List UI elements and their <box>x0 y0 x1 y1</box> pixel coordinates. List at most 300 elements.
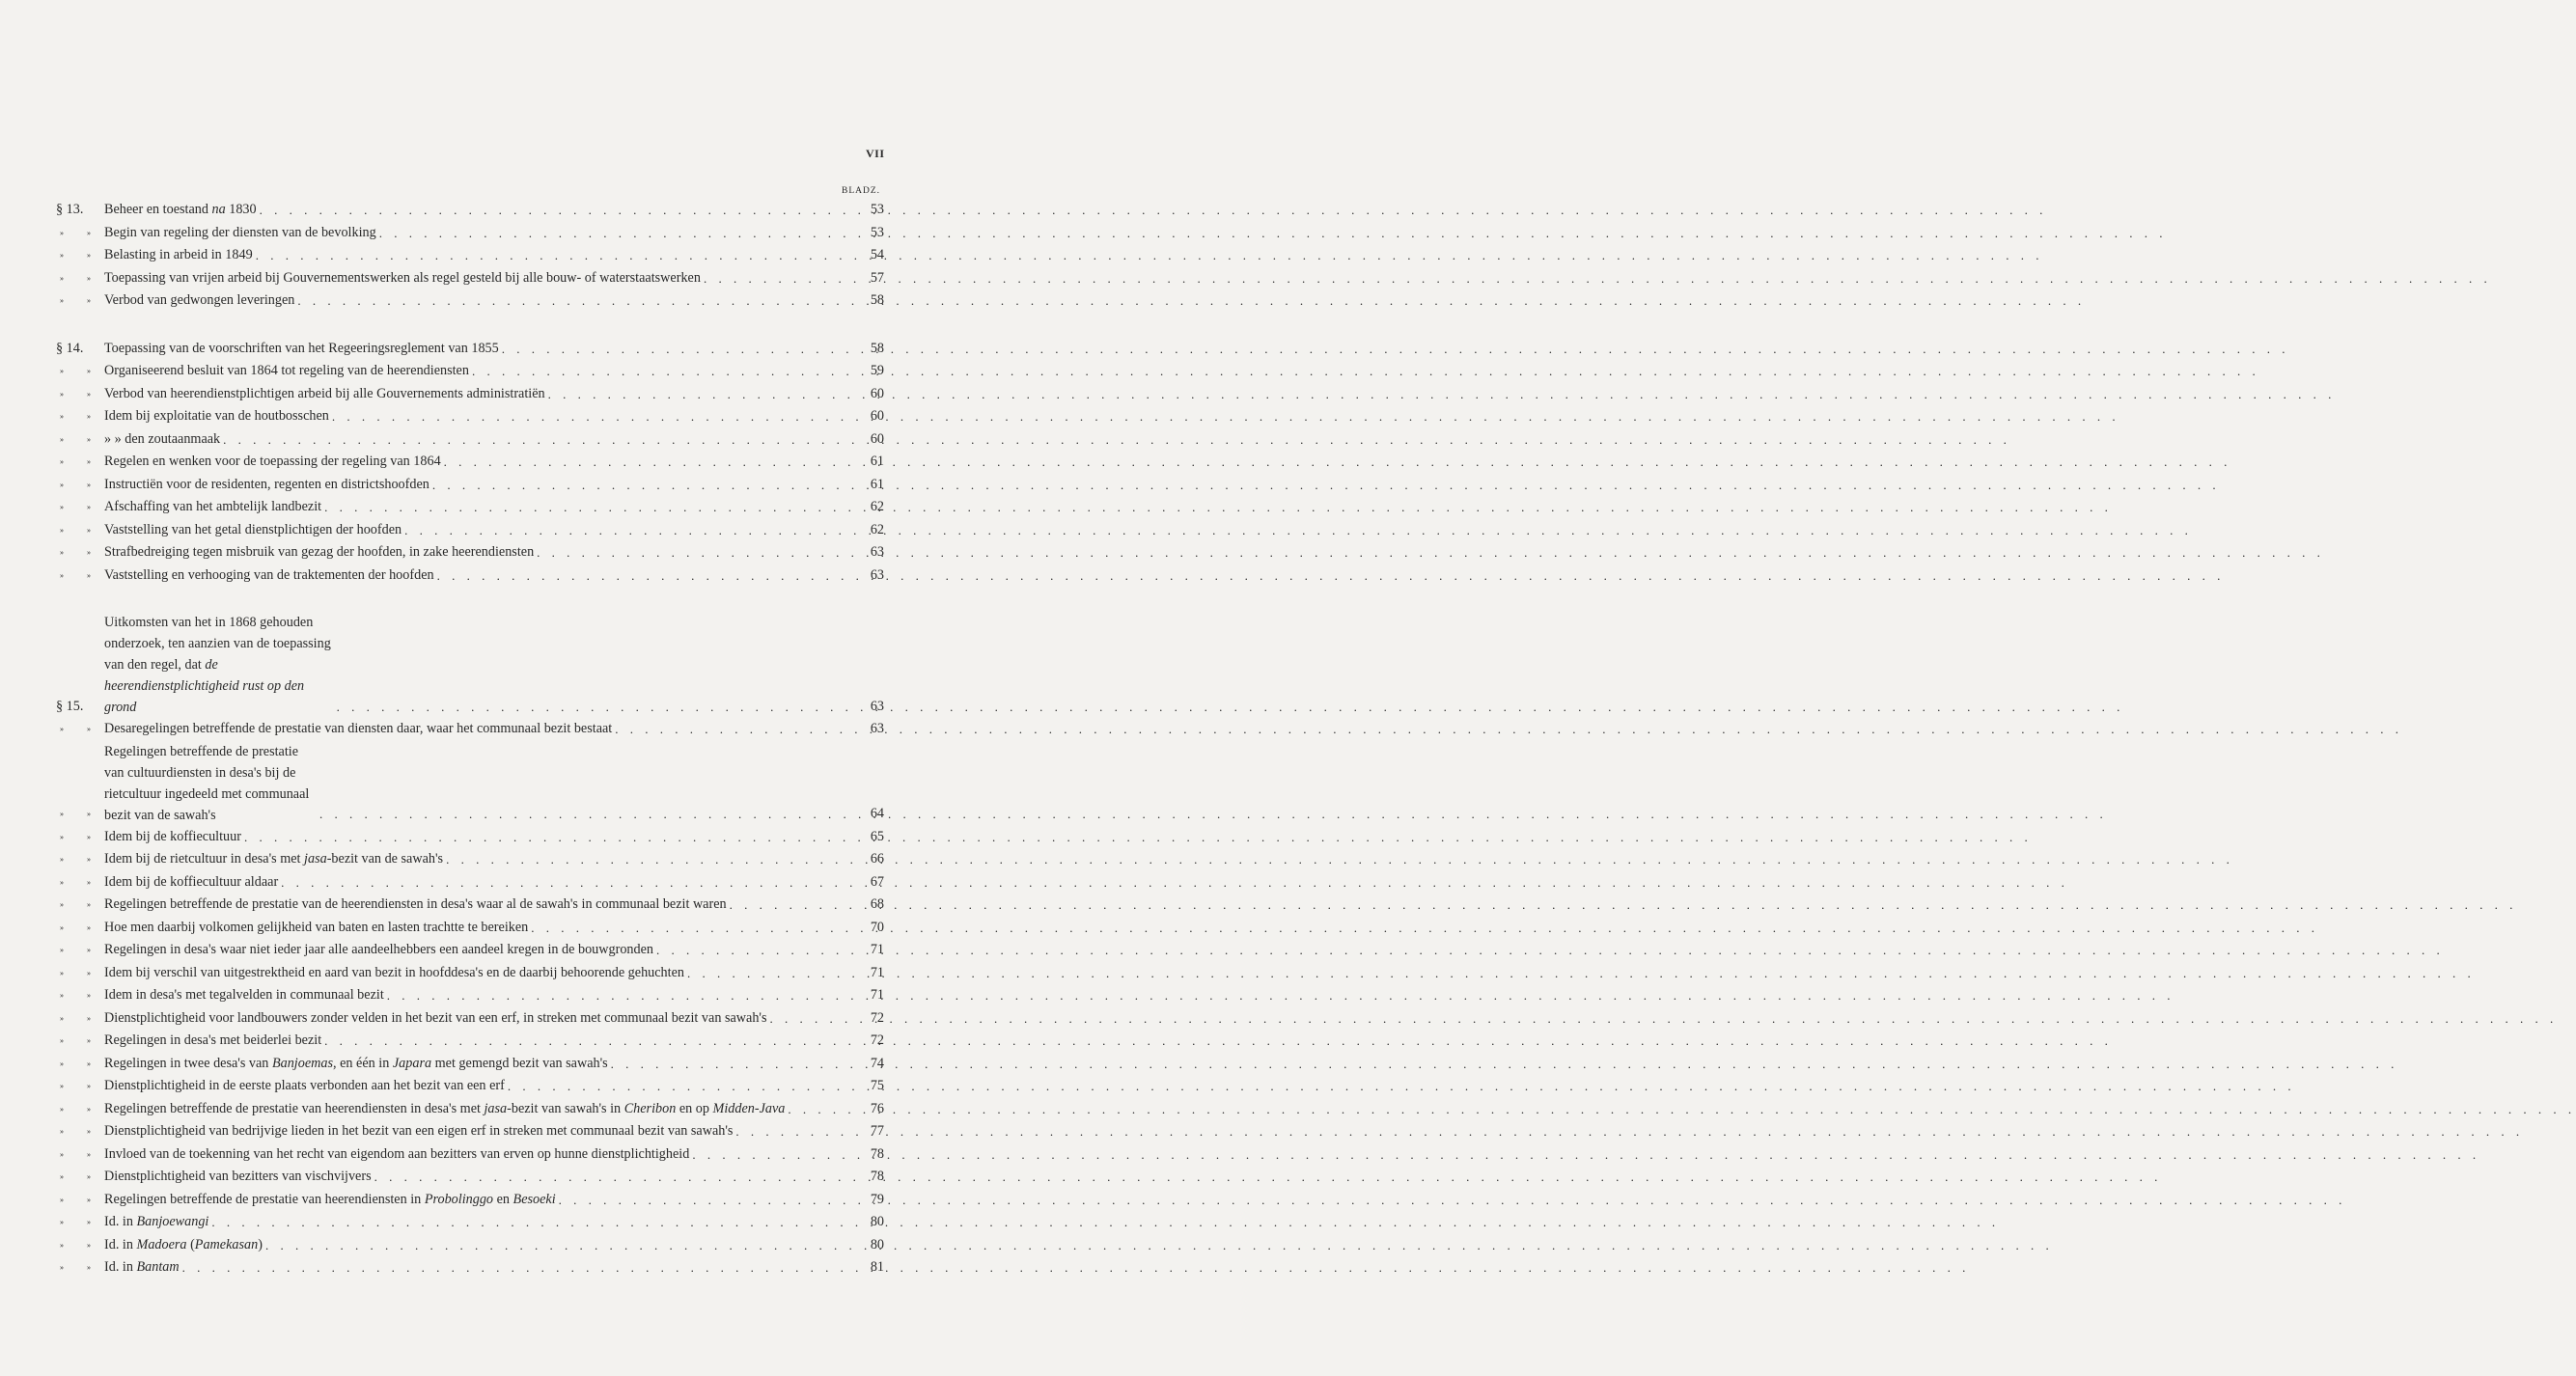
entry-body <box>104 474 855 497</box>
entry-title-italic: Cheribon <box>623 1100 677 1116</box>
entry-title-italic: jasa <box>304 851 327 867</box>
entry-title-italic: Japara <box>392 1055 432 1071</box>
entry-marker: » » <box>60 503 101 511</box>
entry-page-number: 61 <box>870 454 884 469</box>
entry-marker: » » <box>60 810 101 818</box>
entry-title-italic: na <box>211 202 226 217</box>
entry-body <box>104 289 855 313</box>
dot-leader <box>334 696 855 719</box>
entry-body <box>104 871 855 894</box>
entry-marker: » » <box>60 1104 101 1114</box>
toc-entry <box>56 871 884 894</box>
entry-title <box>104 405 329 428</box>
entry-page-number: 63 <box>870 544 884 560</box>
toc-entry <box>56 1053 884 1076</box>
entry-marker: » » <box>60 725 101 733</box>
entry-title-italic: Bantam <box>136 1259 180 1275</box>
entry-title <box>104 1030 321 1053</box>
entry-body <box>104 848 855 871</box>
entry-marker: » » <box>60 1127 101 1136</box>
dot-leader <box>372 1166 855 1189</box>
entry-title-text: Uitkomsten van het in 1868 gehouden onderzoek, ten aanzien van de toepassing van den regel, dat <box>104 615 331 673</box>
entry-marker: » » <box>60 548 101 557</box>
entry-title-text: Regelingen betreffende de prestatie van cultuurdiensten in desa's bij de rietcultuur ingedeeld met communaal bezit van de sawah's <box>104 743 310 823</box>
entry-page-number: 80 <box>870 1214 884 1229</box>
toc-entry <box>56 474 884 497</box>
entry-body <box>104 360 855 383</box>
toc-entry <box>56 564 884 588</box>
toc-entry <box>56 1234 884 1257</box>
toc-entry <box>56 1098 884 1121</box>
dot-leader <box>278 871 855 894</box>
toc-entry <box>56 984 884 1007</box>
entry-title <box>104 1120 733 1143</box>
entry-body <box>104 1030 855 1053</box>
page-column-label: BLADZ. <box>842 186 881 196</box>
entry-page-number: 71 <box>870 942 884 957</box>
toc-entry <box>56 612 884 718</box>
entry-title-italic: Pamekasan <box>194 1236 259 1252</box>
entry-title-text: Toepassing van de voorschriften van het Regeeringsreglement van 1855 <box>104 340 499 356</box>
entry-marker: » » <box>60 412 101 421</box>
entry-title <box>104 1234 263 1257</box>
toc-entry <box>56 451 884 474</box>
entry-title <box>104 826 241 849</box>
entry-title-text: Id. in <box>104 1259 137 1275</box>
entry-body <box>104 894 855 917</box>
entry-body <box>104 718 855 741</box>
dot-leader <box>329 405 855 428</box>
dot-leader <box>701 267 855 290</box>
entry-page-number: 71 <box>870 964 884 980</box>
dot-leader <box>499 338 855 361</box>
dot-leader <box>321 1030 855 1053</box>
entry-title <box>104 222 376 245</box>
entry-title-italic: Probolinggo <box>424 1191 494 1207</box>
entry-body <box>104 405 855 428</box>
entry-body <box>104 496 855 519</box>
entry-title <box>104 894 727 917</box>
entry-body <box>104 917 855 940</box>
toc-entry <box>56 1075 884 1098</box>
dot-leader <box>684 962 855 985</box>
entry-marker: » » <box>60 1172 101 1181</box>
entry-title <box>104 360 469 383</box>
dot-leader <box>733 1120 855 1143</box>
entry-title-text: 1830 <box>225 202 257 217</box>
entry-page-number: 62 <box>870 499 884 514</box>
entry-body <box>104 1256 855 1280</box>
entry-body <box>104 1053 855 1076</box>
entry-page-number: 60 <box>870 430 884 447</box>
entry-marker: » » <box>60 1036 101 1045</box>
entry-title <box>104 428 220 452</box>
entry-title-text: -bezit van de sawah's <box>326 851 444 867</box>
entry-title-text: Beheer en toestand <box>104 202 212 217</box>
entry-title-text: Dienstplichtigheid van bezitters van vischvijvers <box>104 1169 372 1184</box>
entry-body <box>104 383 855 406</box>
table-of-contents <box>56 199 884 1305</box>
entry-title-text: ( <box>186 1236 195 1252</box>
entry-page-number: 59 <box>870 363 884 378</box>
entry-title-text: Idem bij exploitatie van de houtbosschen <box>104 408 329 424</box>
entry-title-italic: jasa <box>484 1100 508 1116</box>
entry-body <box>104 267 855 290</box>
entry-body <box>104 519 855 542</box>
dot-leader <box>253 244 855 267</box>
entry-page-number: 70 <box>870 919 884 935</box>
entry-title-text: Dienstplichtigheid voor landbouwers zonder velden in het bezit van een erf, in streken met communaal bezit van sawah's <box>104 1009 767 1026</box>
entry-page-number: 78 <box>870 1169 884 1184</box>
entry-title <box>104 1075 505 1098</box>
entry-page-number: 79 <box>870 1191 884 1207</box>
entry-title <box>104 718 612 741</box>
toc-entry <box>56 222 884 245</box>
dot-leader <box>257 199 855 222</box>
entry-title-text: Id. in <box>104 1236 137 1252</box>
entry-title <box>104 984 384 1007</box>
toc-entry <box>56 1007 884 1031</box>
entry-title-text: Vaststelling van het getal dienstplichtigen der hoofden <box>104 521 402 537</box>
entry-page-number: 76 <box>870 1100 884 1116</box>
entry-marker: » » <box>60 1013 101 1023</box>
entry-page-number: 75 <box>870 1078 884 1093</box>
toc-entry <box>56 405 884 428</box>
entry-title <box>104 383 545 406</box>
entry-title <box>104 1007 767 1031</box>
entry-title-text: Id. in <box>104 1214 137 1229</box>
entry-title-text: Regelen en wenken voor de toepassing der regeling van 1864 <box>104 454 441 469</box>
entry-title <box>104 564 434 588</box>
entry-title <box>104 1189 556 1212</box>
toc-entry <box>56 428 884 452</box>
toc-entry <box>56 1189 884 1212</box>
entry-marker: » » <box>60 570 101 580</box>
entry-body <box>104 1211 855 1234</box>
entry-body <box>104 1143 855 1167</box>
toc-entry <box>56 718 884 741</box>
toc-entry <box>56 848 884 871</box>
entry-title <box>104 244 253 267</box>
toc-entry <box>56 1030 884 1053</box>
entry-title-text: -bezit van sawah's in <box>507 1100 624 1116</box>
entry-page-number: 67 <box>870 873 884 890</box>
entry-body <box>104 451 855 474</box>
entry-body <box>104 939 855 962</box>
entry-title <box>104 451 441 474</box>
entry-body <box>104 564 855 588</box>
toc-entry <box>56 826 884 849</box>
entry-title <box>104 1098 785 1121</box>
toc-entry <box>56 741 884 826</box>
toc-entry <box>56 267 884 290</box>
dot-leader <box>612 718 855 741</box>
entry-body <box>104 1075 855 1098</box>
entry-marker: § 15. <box>56 698 84 714</box>
entry-title-text: Invloed van de toekenning van het recht van eigendom aan bezitters van erven op hunne dienstplichtigheid <box>104 1145 690 1162</box>
entry-page-number: 65 <box>870 828 884 844</box>
dot-leader <box>556 1189 855 1212</box>
entry-title <box>104 1211 208 1234</box>
entry-title-text: Regelingen in desa's met beiderlei bezit <box>104 1032 322 1048</box>
entry-title <box>104 541 534 564</box>
entry-title-text: Hoe men daarbij volkomen gelijkheid van baten en lasten trachtte te bereiken <box>104 919 529 935</box>
entry-title <box>104 496 321 519</box>
entry-title-text: , en één in <box>333 1055 393 1071</box>
toc-section <box>56 199 884 313</box>
entry-marker: § 14. <box>56 340 84 356</box>
entry-marker: » » <box>60 1218 101 1226</box>
entry-title-text: Regelingen betreffende de prestatie van heerendiensten in <box>104 1191 425 1207</box>
entry-page-number: 71 <box>870 987 884 1003</box>
entry-body <box>104 1098 855 1121</box>
entry-marker: » » <box>60 900 101 909</box>
entry-title-text: Idem in desa's met tegalvelden in communaal bezit <box>104 987 384 1003</box>
dot-leader <box>469 360 855 383</box>
entry-title-text: Dienstplichtigheid van bedrijvige lieden in het bezit van een eigen erf in streken met communaal bezit van sawah's <box>104 1123 734 1139</box>
toc-entry <box>56 496 884 519</box>
dot-leader <box>443 848 855 871</box>
dot-leader <box>727 894 855 917</box>
dot-leader <box>534 541 855 564</box>
entry-title <box>104 871 278 894</box>
entry-title-text: Desaregelingen betreffende de prestatie van diensten daar, waar het communaal bezit bestaat <box>104 721 613 736</box>
entry-body <box>104 612 855 718</box>
entry-title-text: Belasting in arbeid in 1849 <box>104 247 253 262</box>
toc-entry <box>56 289 884 313</box>
entry-marker: » » <box>60 457 101 466</box>
toc-entry <box>56 244 884 267</box>
entry-title-text: Idem bij de rietcultuur in desa's met <box>104 851 305 867</box>
entry-marker: » » <box>60 855 101 864</box>
entry-page-number: 63 <box>870 721 884 736</box>
entry-page-number: 74 <box>870 1055 884 1071</box>
entry-body <box>104 1007 855 1031</box>
dot-leader <box>429 474 855 497</box>
dot-leader <box>767 1007 856 1031</box>
entry-marker: » » <box>60 1149 101 1159</box>
entry-marker: » » <box>60 480 101 489</box>
toc-entry <box>56 1120 884 1143</box>
entry-body <box>104 222 855 245</box>
entry-title-italic: de heerendienstplichtigheid rust op den grond <box>104 657 305 715</box>
entry-title <box>104 612 334 718</box>
dot-leader <box>321 496 855 519</box>
entry-page-number: 63 <box>870 566 884 583</box>
entry-title-text: Regelingen betreffende de prestatie van de heerendiensten in desa's waar al de sawah's in communaal bezit waren <box>104 896 727 912</box>
entry-title <box>104 917 528 940</box>
toc-entry <box>56 962 884 985</box>
entry-title <box>104 267 701 290</box>
entry-title <box>104 474 429 497</box>
entry-title-text: Regelingen in twee desa's van <box>104 1055 272 1071</box>
entry-title <box>104 962 684 985</box>
entry-page-number: 53 <box>870 224 884 240</box>
entry-marker: » » <box>60 1195 101 1204</box>
entry-title-italic: Banjoemas <box>271 1055 333 1071</box>
dot-leader <box>528 917 855 940</box>
entry-marker: » » <box>60 1059 101 1068</box>
toc-entry <box>56 541 884 564</box>
entry-body <box>104 984 855 1007</box>
entry-marker: » » <box>60 434 101 444</box>
dot-leader <box>441 451 855 474</box>
entry-title-italic: Banjoewangi <box>136 1214 209 1229</box>
entry-marker: » » <box>60 296 101 305</box>
entry-page-number: 81 <box>870 1259 884 1275</box>
toc-entry <box>56 917 884 940</box>
dot-leader <box>608 1053 855 1076</box>
entry-body <box>104 244 855 267</box>
entry-page-number: 60 <box>870 408 884 424</box>
entry-title-text: Organiseerend besluit van 1864 tot regeling van de heerendiensten <box>104 363 469 378</box>
entry-marker: » » <box>60 1082 101 1090</box>
entry-page-number: 78 <box>870 1145 884 1162</box>
toc-entry <box>56 199 884 222</box>
entry-title <box>104 1166 372 1189</box>
entry-body <box>104 741 855 826</box>
entry-title <box>104 741 317 826</box>
entry-title-text: en op <box>676 1100 713 1116</box>
entry-body <box>104 428 855 452</box>
entry-page-number: 80 <box>870 1236 884 1252</box>
toc-entry <box>56 383 884 406</box>
entry-marker: » » <box>60 1240 101 1250</box>
entry-title <box>104 519 402 542</box>
entry-page-number: 66 <box>870 851 884 867</box>
entry-title-text: ) <box>258 1236 263 1252</box>
entry-title-text: Verbod van gedwongen leveringen <box>104 292 295 308</box>
entry-body <box>104 1120 855 1143</box>
entry-title-text: Dienstplichtigheid in de eerste plaats verbonden aan het bezit van een erf <box>104 1078 505 1093</box>
entry-title <box>104 1256 180 1280</box>
page-number: VII <box>866 147 885 160</box>
entry-marker: § 13. <box>56 202 84 217</box>
entry-title <box>104 338 499 361</box>
toc-entry <box>56 1166 884 1189</box>
entry-marker: » » <box>60 877 101 887</box>
entry-page-number: 63 <box>870 698 884 714</box>
entry-marker: » » <box>60 367 101 375</box>
toc-entry <box>56 338 884 361</box>
dot-leader <box>317 803 855 826</box>
entry-page-number: 72 <box>870 1032 884 1048</box>
toc-entry <box>56 1256 884 1280</box>
entry-page-number: 77 <box>870 1123 884 1139</box>
entry-page-number: 68 <box>870 896 884 912</box>
dot-leader <box>434 564 855 588</box>
entry-page-number: 72 <box>870 1009 884 1026</box>
entry-page-number: 62 <box>870 521 884 537</box>
dot-leader <box>402 519 855 542</box>
entry-page-number: 53 <box>870 202 884 217</box>
toc-entry <box>56 894 884 917</box>
entry-page-number: 57 <box>870 269 884 286</box>
entry-title-text: Afschaffing van het ambtelijk landbezit <box>104 499 322 514</box>
entry-title-text: Regelingen betreffende de prestatie van heerendiensten in desa's met <box>104 1100 485 1116</box>
entry-title-italic: Besoeki <box>512 1191 556 1207</box>
entry-marker: » » <box>60 525 101 535</box>
entry-marker: » » <box>60 968 101 977</box>
entry-title-italic: Madoera <box>136 1236 187 1252</box>
entry-page-number: 54 <box>870 247 884 262</box>
toc-section <box>56 338 884 588</box>
entry-page-number: 58 <box>870 340 884 356</box>
entry-title-text: Idem bij verschil van uitgestrektheid en aard van bezit in hoofddesa's en de daarbij behoorende gehuchten <box>104 964 684 980</box>
entry-marker: » » <box>60 1263 101 1272</box>
toc-entry <box>56 519 884 542</box>
entry-body <box>104 1234 855 1257</box>
entry-marker: » » <box>60 922 101 932</box>
dot-leader <box>653 939 855 962</box>
dot-leader <box>180 1256 855 1280</box>
entry-title <box>104 1143 689 1167</box>
entry-title-text: Regelingen in desa's waar niet ieder jaar alle aandeelhebbers een aandeel kregen in de bouwgronden <box>104 942 654 957</box>
entry-body <box>104 962 855 985</box>
dot-leader <box>545 383 855 406</box>
entry-page-number: 60 <box>870 385 884 401</box>
toc-entry <box>56 939 884 962</box>
entry-page-number: 64 <box>870 806 884 821</box>
entry-title <box>104 939 653 962</box>
dot-leader <box>384 984 855 1007</box>
entry-body <box>104 338 855 361</box>
entry-title <box>104 1053 608 1076</box>
entry-title-text: Vaststelling en verhooging van de traktementen der hoofden <box>104 566 434 583</box>
entry-title-text: Begin van regeling der diensten van de bevolking <box>104 224 376 240</box>
entry-page-number: 58 <box>870 292 884 308</box>
dot-leader <box>785 1098 855 1121</box>
entry-marker: » » <box>60 832 101 841</box>
entry-title-text: Strafbedreiging tegen misbruik van gezag der hoofden, in zake heerendiensten <box>104 544 535 560</box>
dot-leader <box>376 222 855 245</box>
entry-body <box>104 826 855 849</box>
entry-title-text: Instructiën voor de residenten, regenten en districtshoofden <box>104 476 429 492</box>
toc-entry <box>56 360 884 383</box>
entry-title <box>104 848 443 871</box>
entry-body <box>104 199 855 222</box>
entry-title-text: Verbod van heerendienstplichtigen arbeid bij alle Gouvernements administratiën <box>104 385 545 401</box>
entry-marker: » » <box>60 991 101 1000</box>
toc-entry <box>56 1143 884 1167</box>
entry-title-text: en <box>493 1191 513 1207</box>
entry-title-italic: Midden-Java <box>712 1100 786 1116</box>
entry-body <box>104 1189 855 1212</box>
entry-title-text: Idem bij de koffiecultuur aldaar <box>104 873 279 890</box>
entry-title-text: Idem bij de koffiecultuur <box>104 828 241 844</box>
entry-title <box>104 199 257 222</box>
entry-body <box>104 541 855 564</box>
entry-body <box>104 1166 855 1189</box>
entry-marker: » » <box>60 946 101 954</box>
dot-leader <box>241 826 855 849</box>
entry-marker: » » <box>60 251 101 260</box>
dot-leader <box>689 1143 855 1167</box>
entry-page-number: 61 <box>870 476 884 492</box>
dot-leader <box>263 1234 855 1257</box>
toc-section <box>56 612 884 1280</box>
toc-entry <box>56 1211 884 1234</box>
dot-leader <box>294 289 855 313</box>
entry-marker: » » <box>60 228 101 237</box>
dot-leader <box>208 1211 855 1234</box>
dot-leader <box>505 1075 855 1098</box>
entry-title <box>104 289 294 313</box>
entry-marker: » » <box>60 273 101 283</box>
entry-title-text: » » den zoutaanmaak <box>104 430 221 447</box>
entry-title-text: Toepassing van vrijen arbeid bij Gouvernementswerken als regel gesteld bij alle bouw- of waterstaatswerken <box>104 269 701 286</box>
dot-leader <box>220 428 855 452</box>
